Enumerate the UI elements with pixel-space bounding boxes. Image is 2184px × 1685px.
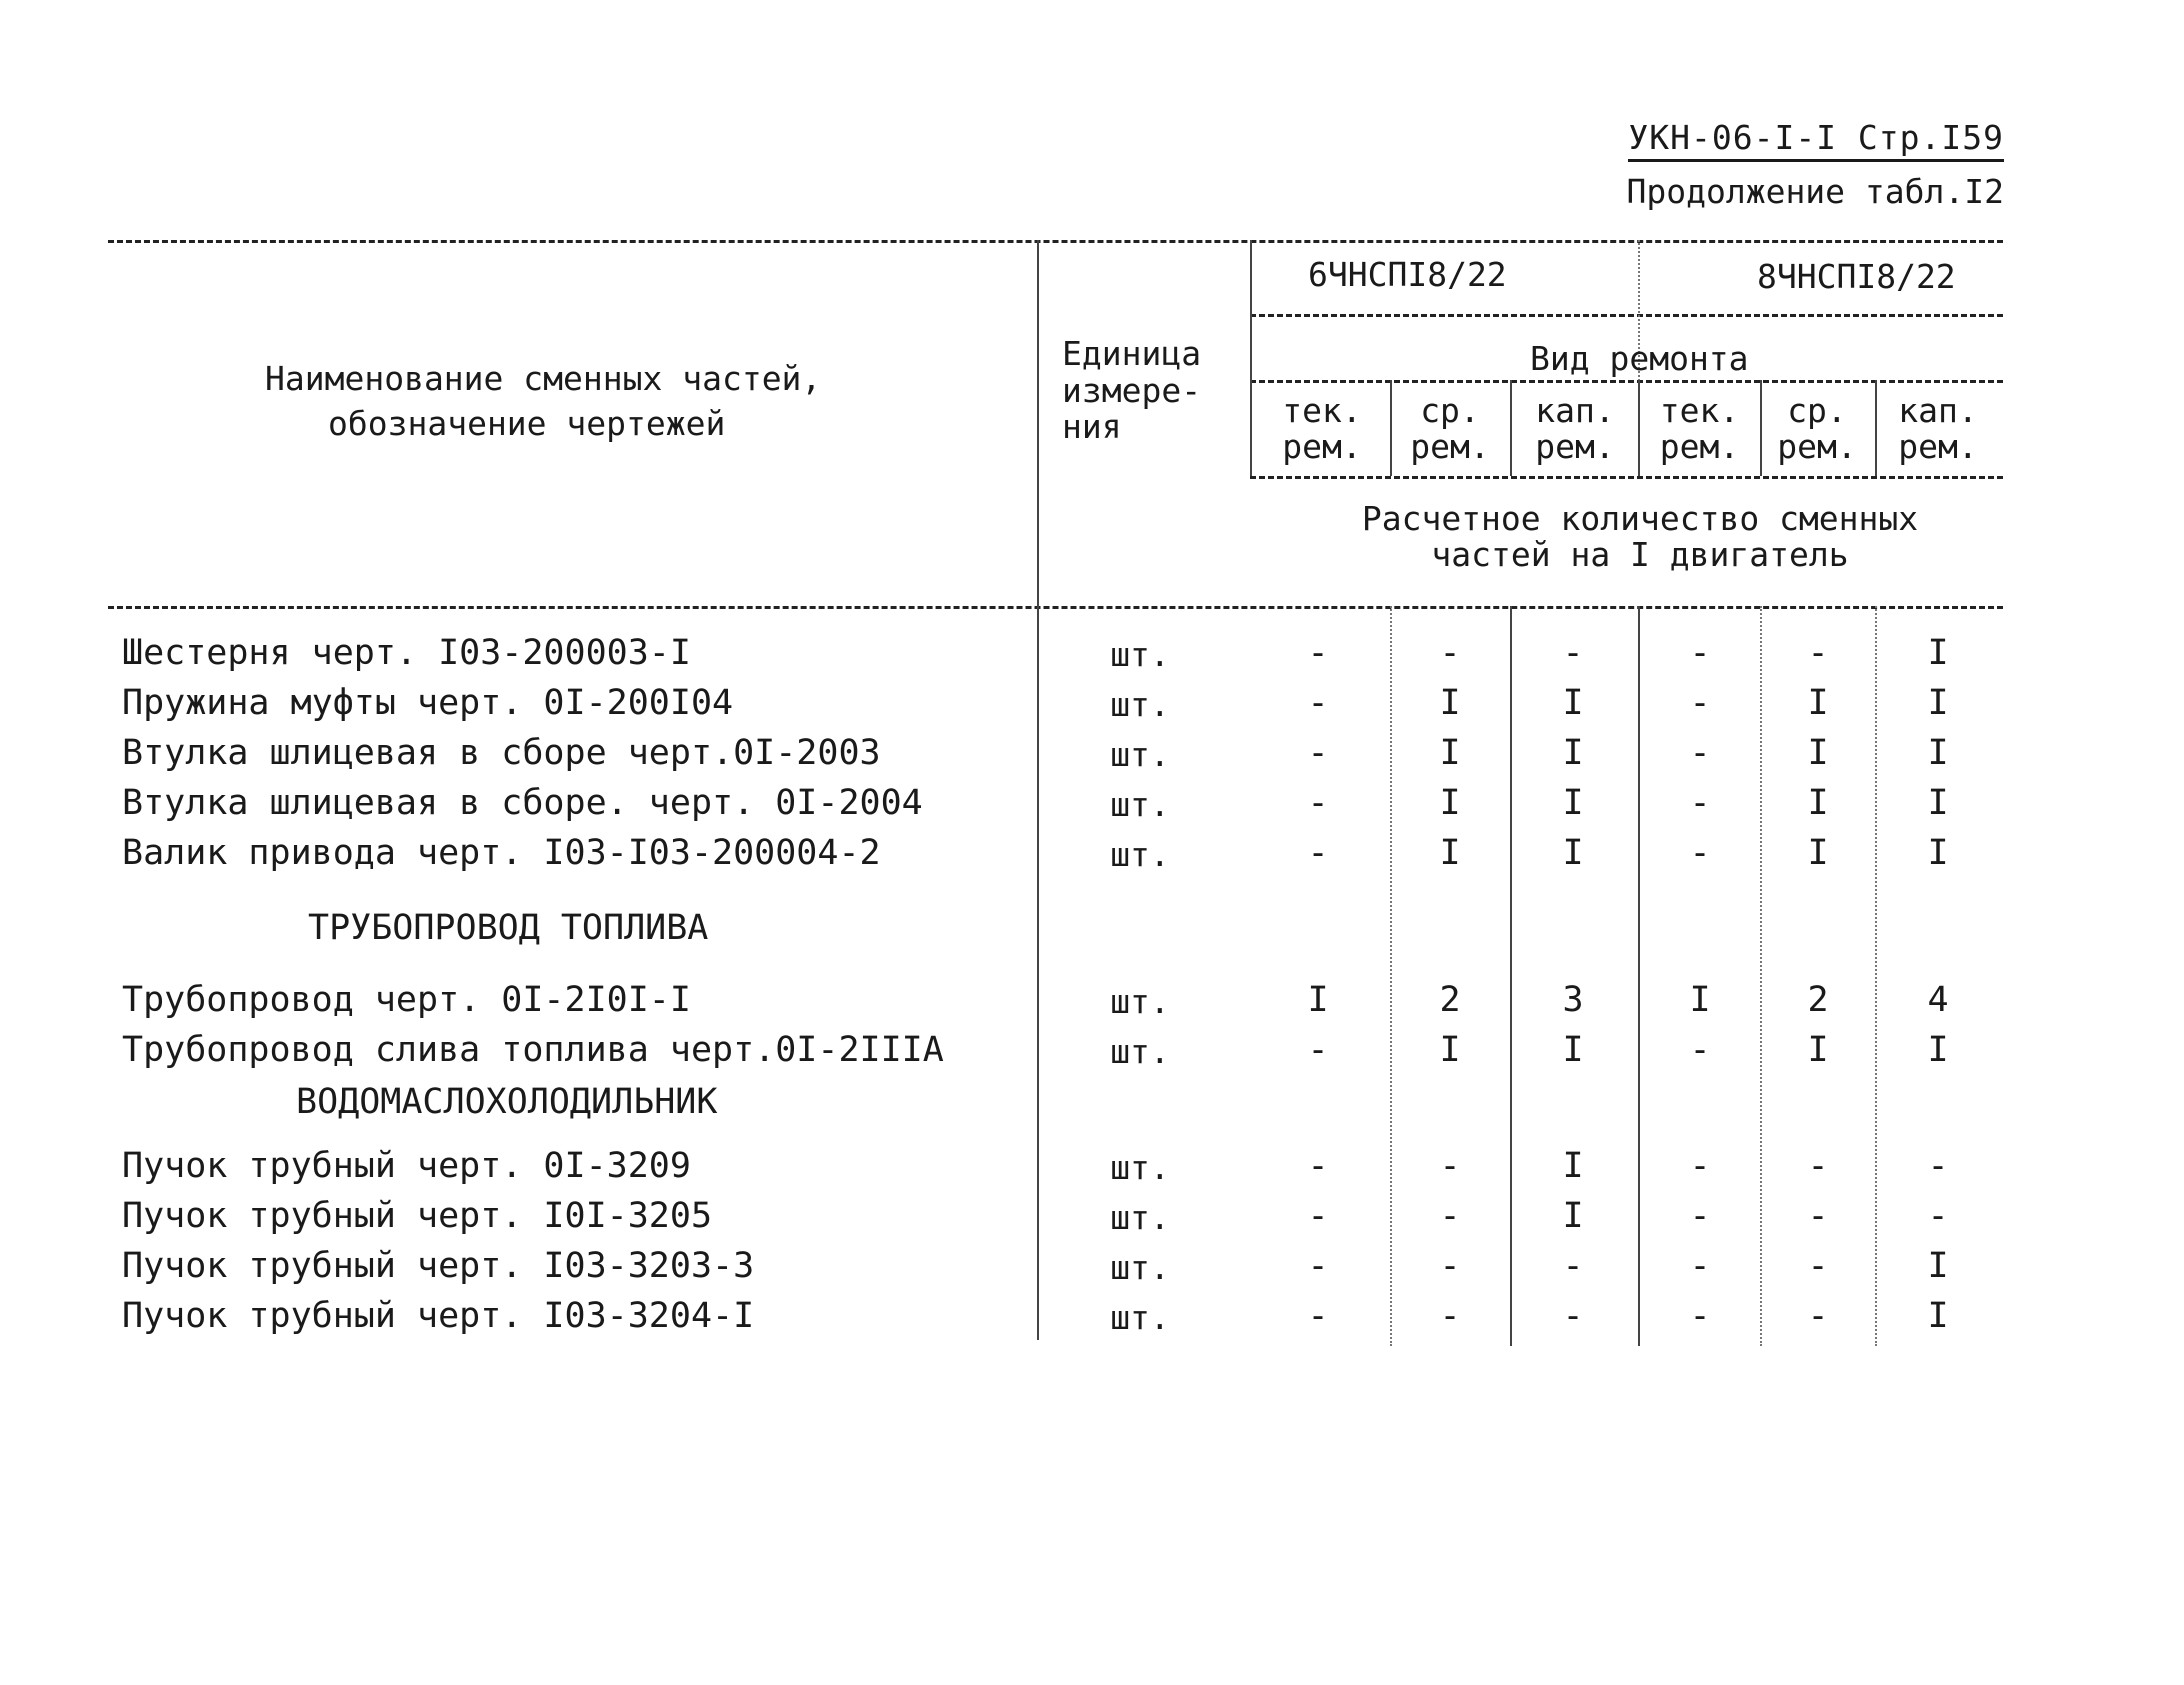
qty-cell: - bbox=[1689, 1246, 1711, 1286]
document-code: УКН-06-I-I Стр.I59 bbox=[1628, 118, 2004, 162]
part-name: Пучок трубный черт. 0I-3209 bbox=[122, 1146, 691, 1186]
part-unit: шт. bbox=[1110, 1248, 1170, 1287]
table-top-rule bbox=[108, 240, 2003, 243]
name-column-header-line2: обозначение чертежей bbox=[328, 404, 726, 443]
qty-cell: - bbox=[1807, 1146, 1829, 1186]
table-row bbox=[0, 1296, 2184, 1346]
qty-cell: I bbox=[1562, 1196, 1584, 1236]
part-name: Трубопровод черт. 0I-2I0I-I bbox=[122, 980, 691, 1020]
qty-cell: - bbox=[1439, 1296, 1461, 1336]
section-title-fuel-pipeline: ТРУБОПРОВОД ТОПЛИВА bbox=[308, 908, 709, 948]
part-unit: шт. bbox=[1110, 982, 1170, 1021]
engine-1-header: 6ЧНСПI8/22 bbox=[1308, 255, 1507, 294]
qty-cell: - bbox=[1807, 1246, 1829, 1286]
qty-cell: - bbox=[1689, 833, 1711, 873]
qty-cell: - bbox=[1307, 1196, 1329, 1236]
table-row bbox=[0, 1196, 2184, 1246]
qty-cell: - bbox=[1307, 733, 1329, 773]
table-row bbox=[0, 833, 2184, 883]
part-name: Шестерня черт. I03-200003-I bbox=[122, 633, 691, 673]
table-row bbox=[0, 1146, 2184, 1196]
qty-cell: - bbox=[1689, 1030, 1711, 1070]
repair-col-divider-1 bbox=[1390, 380, 1392, 476]
table-row bbox=[0, 980, 2184, 1030]
qty-cell: I bbox=[1689, 980, 1711, 1020]
qty-cell: - bbox=[1689, 1146, 1711, 1186]
qty-cell: - bbox=[1689, 1196, 1711, 1236]
part-name: Трубопровод слива топлива черт.0I-2IIIA bbox=[122, 1030, 944, 1070]
part-name: Пучок трубный черт. I0I-3205 bbox=[122, 1196, 713, 1236]
table-row bbox=[0, 633, 2184, 683]
qty-cell: 4 bbox=[1927, 980, 1949, 1020]
table-row bbox=[0, 1246, 2184, 1296]
qty-cell: I bbox=[1562, 733, 1584, 773]
qty-cell: - bbox=[1307, 1246, 1329, 1286]
section-title-water-oil-cooler: ВОДОМАСЛОХОЛОДИЛЬНИК bbox=[296, 1082, 718, 1122]
qty-cell: I bbox=[1439, 783, 1461, 823]
qty-cell: I bbox=[1439, 1030, 1461, 1070]
qty-cell: I bbox=[1807, 733, 1829, 773]
repair-col-4-line1: тек. bbox=[1659, 391, 1740, 430]
qty-cell: - bbox=[1689, 633, 1711, 673]
qty-cell: - bbox=[1439, 1146, 1461, 1186]
qty-cell: - bbox=[1689, 1296, 1711, 1336]
repair-col-4-line2: рем. bbox=[1659, 427, 1740, 466]
qty-cell: I bbox=[1807, 783, 1829, 823]
part-name: Валик привода черт. I03-I03-200004-2 bbox=[122, 833, 881, 873]
qty-cell: I bbox=[1562, 833, 1584, 873]
qty-cell: I bbox=[1439, 833, 1461, 873]
qty-cell: - bbox=[1307, 683, 1329, 723]
values-col-divider bbox=[1250, 240, 1252, 476]
repair-col-divider-5 bbox=[1875, 380, 1877, 476]
engine-header-rule bbox=[1250, 314, 2003, 317]
calc-qty-header-line2: частей на I двигатель bbox=[1431, 535, 1849, 574]
qty-cell: - bbox=[1307, 783, 1329, 823]
repair-col-1-line1: тек. bbox=[1282, 391, 1362, 430]
qty-cell: - bbox=[1307, 1030, 1329, 1070]
qty-cell: I bbox=[1439, 683, 1461, 723]
qty-cell: I bbox=[1562, 1030, 1584, 1070]
part-unit: шт. bbox=[1110, 785, 1170, 824]
part-name: Пучок трубный черт. I03-3203-3 bbox=[122, 1246, 755, 1286]
qty-cell: I bbox=[1927, 783, 1949, 823]
part-unit: шт. bbox=[1110, 1198, 1170, 1237]
part-unit: шт. bbox=[1110, 635, 1170, 674]
qty-cell: I bbox=[1927, 1296, 1949, 1336]
qty-cell: I bbox=[1562, 683, 1584, 723]
qty-cell: I bbox=[1927, 633, 1949, 673]
repair-col-divider-2 bbox=[1510, 380, 1512, 476]
qty-cell: - bbox=[1307, 1146, 1329, 1186]
table-row bbox=[0, 683, 2184, 733]
repair-type-rule bbox=[1250, 380, 2003, 383]
qty-cell: - bbox=[1807, 1196, 1829, 1236]
qty-cell: 2 bbox=[1807, 980, 1829, 1020]
qty-cell: I bbox=[1807, 833, 1829, 873]
qty-cell: - bbox=[1562, 633, 1584, 673]
repair-col-6-line1: кап. bbox=[1898, 391, 1978, 430]
qty-cell: I bbox=[1562, 783, 1584, 823]
qty-cell: - bbox=[1689, 783, 1711, 823]
qty-cell: I bbox=[1562, 1146, 1584, 1186]
repair-col-3-line1: кап. bbox=[1535, 391, 1615, 430]
repair-col-1-line2: рем. bbox=[1282, 427, 1362, 466]
repair-col-5-line2: рем. bbox=[1777, 427, 1857, 466]
part-unit: шт. bbox=[1110, 1148, 1170, 1187]
qty-cell: I bbox=[1927, 1030, 1949, 1070]
qty-cell: - bbox=[1689, 733, 1711, 773]
part-unit: шт. bbox=[1110, 1032, 1170, 1071]
part-unit: шт. bbox=[1110, 685, 1170, 724]
part-name: Пружина муфты черт. 0I-200I04 bbox=[122, 683, 734, 723]
repair-col-2-line2: рем. bbox=[1410, 427, 1490, 466]
table-header-bottom-rule bbox=[108, 606, 2003, 609]
repair-col-3-line2: рем. bbox=[1535, 427, 1615, 466]
repair-type-header: Вид ремонта bbox=[1530, 339, 1749, 378]
qty-cell: - bbox=[1439, 1246, 1461, 1286]
part-unit: шт. bbox=[1110, 835, 1170, 874]
table-row bbox=[0, 733, 2184, 783]
part-name: Втулка шлицевая в сборе черт.0I-2003 bbox=[122, 733, 881, 773]
qty-cell: - bbox=[1807, 1296, 1829, 1336]
engine-2-header: 8ЧНСПI8/22 bbox=[1757, 257, 1956, 296]
part-unit: шт. bbox=[1110, 1298, 1170, 1337]
qty-cell: - bbox=[1307, 833, 1329, 873]
table-row bbox=[0, 783, 2184, 833]
qty-cell: - bbox=[1439, 1196, 1461, 1236]
qty-cell: - bbox=[1562, 1296, 1584, 1336]
qty-cell: - bbox=[1927, 1196, 1949, 1236]
repair-col-5-line1: ср. bbox=[1787, 391, 1847, 430]
calc-qty-header-line1: Расчетное количество сменных bbox=[1361, 499, 1919, 538]
unit-column-header-line3: ния bbox=[1062, 407, 1122, 446]
qty-cell: I bbox=[1927, 833, 1949, 873]
qty-cell: - bbox=[1307, 633, 1329, 673]
unit-column-header-line1: Единица bbox=[1062, 334, 1202, 373]
qty-cell: 3 bbox=[1562, 980, 1584, 1020]
part-unit: шт. bbox=[1110, 735, 1170, 774]
qty-cell: I bbox=[1807, 1030, 1829, 1070]
qty-cell: - bbox=[1307, 1296, 1329, 1336]
qty-cell: I bbox=[1807, 683, 1829, 723]
unit-column-header-line2: измере- bbox=[1062, 371, 1202, 410]
name-column-header-line1: Наименование сменных частей, bbox=[265, 359, 822, 398]
repair-col-6-line2: рем. bbox=[1898, 427, 1978, 466]
qty-cell: I bbox=[1927, 683, 1949, 723]
repair-col-2-line1: ср. bbox=[1420, 391, 1480, 430]
qty-cell: I bbox=[1927, 733, 1949, 773]
qty-cell: - bbox=[1562, 1246, 1584, 1286]
table-continuation-label: Продолжение табл.I2 bbox=[1626, 172, 2004, 211]
repair-cols-rule bbox=[1250, 476, 2003, 479]
qty-cell: 2 bbox=[1439, 980, 1461, 1020]
qty-cell: I bbox=[1307, 980, 1329, 1020]
table-row bbox=[0, 1030, 2184, 1080]
qty-cell: I bbox=[1927, 1246, 1949, 1286]
qty-cell: - bbox=[1927, 1146, 1949, 1186]
repair-col-divider-3 bbox=[1638, 380, 1640, 476]
qty-cell: - bbox=[1689, 683, 1711, 723]
qty-cell: - bbox=[1807, 633, 1829, 673]
qty-cell: I bbox=[1439, 733, 1461, 773]
part-name: Втулка шлицевая в сборе. черт. 0I-2004 bbox=[122, 783, 923, 823]
part-name: Пучок трубный черт. I03-3204-I bbox=[122, 1296, 755, 1336]
qty-cell: - bbox=[1439, 633, 1461, 673]
